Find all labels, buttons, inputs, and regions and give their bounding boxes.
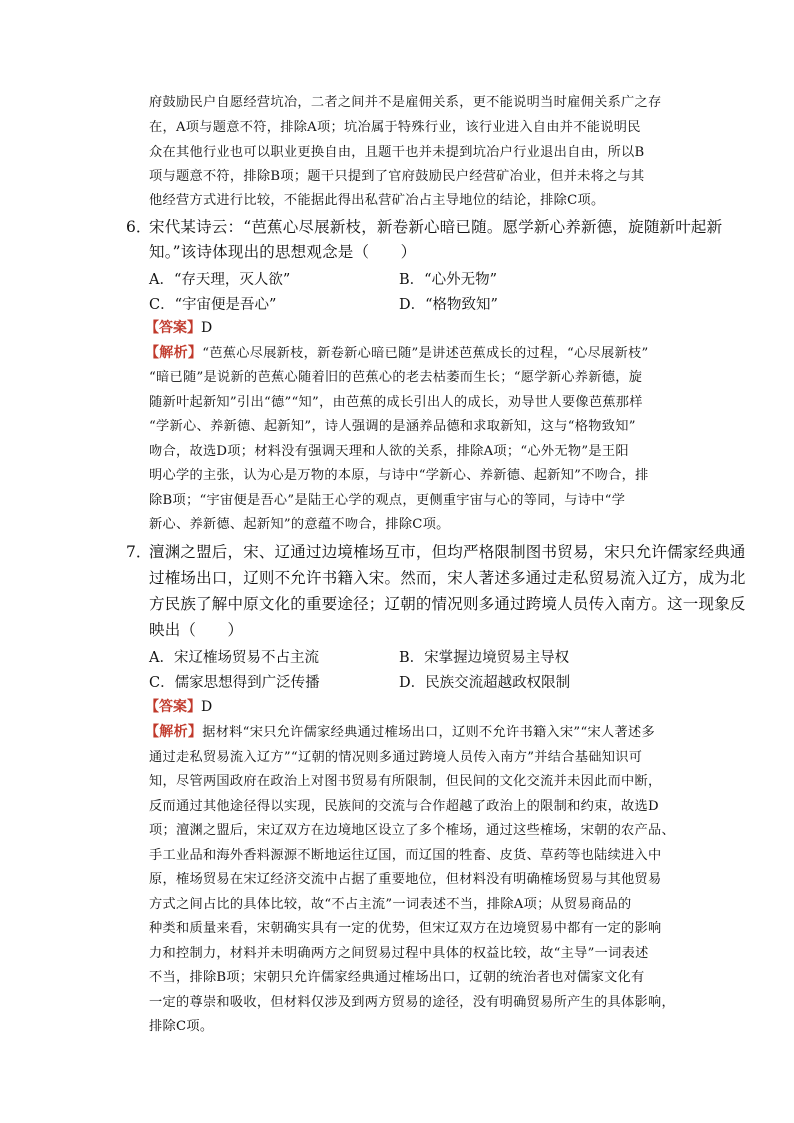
option-d: D．“格物致知” [399,297,498,313]
analysis-line: 力和控制力，材料并未明确两方之间贸易过程中具体的权益比较，故“主导”一词表述 [149,946,649,961]
option-c: C．“宇宙便是吾心” [149,297,277,313]
question-number: 6． [126,218,152,236]
analysis-line: 反而通过其他途径得以实现，民族间的交流与合作超越了政治上的限制和约束，故选D [149,799,659,814]
answer-value: D [201,320,213,336]
analysis-line: “学新心、养新德、起新知”，诗人强调的是涵养品德和求取新知，这与“格物致知” [149,419,636,434]
answer-value: D [201,699,213,715]
analysis-line: 种类和质量来看，宋朝确实具有一定的优势，但宋辽双方在边境贸易中都有一定的影响 [149,921,662,936]
question-stem: 过榷场出口，辽则不允许书籍入宋。然而，宋人著述多通过走私贸易流入辽方，成为北 [149,569,746,587]
question-stem: 映出（ ） [149,621,244,639]
analysis-line: 除B项；“宇宙便是吾心”是陆王心学的观点，更侧重宇宙与心的等同，与诗中“学 [149,493,626,508]
analysis-line: 吻合，故选D项；材料没有强调天理和人欲的关系，排除A项；“心外无物”是王阳 [149,444,629,459]
answer-tag: 【答案】 [145,320,201,336]
option-d: D．民族交流超越政权限制 [399,675,571,691]
analysis-line: 项与题意不符，排除B项；题干只提到了官府鼓励民户经营矿冶业，但并未将之与其 [149,169,645,184]
analysis-line: 知，尽管两国政府在政治上对图书贸易有所限制，但民间的文化交流并未因此而中断， [149,774,662,789]
analysis-line: 项；澶渊之盟后，宋辽双方在边境地区设立了多个榷场，通过这些榷场，宋朝的农产品、 [149,823,676,838]
analysis-line: 不当，排除B项；宋朝只允许儒家经典通过榷场出口，辽朝的统治者也对儒家文化有 [149,970,645,985]
analysis-line: 府鼓励民户自愿经营坑冶，二者之间并不是雇佣关系，更不能说明当时雇佣关系广之存 [149,95,662,110]
analysis-line: 在，A项与题意不符，排除A项；坑冶属于特殊行业，该行业进入自由并不能说明民 [149,120,641,135]
analysis-line: “暗已随”是说新的芭蕉心随着旧的芭蕉心的老去枯萎而生长；“愿学新心养新德，旋 [149,370,643,385]
analysis-line: 通过走私贸易流入辽方”“辽朝的情况则多通过跨境人员传入南方”并结合基础知识可 [149,750,643,765]
question-stem: 澶渊之盟后，宋、辽通过边境榷场互市，但均严格限制图书贸易，宋只允许儒家经典通 [149,543,746,561]
analysis-line: 排除C项。 [149,1019,214,1034]
analysis-line: 原，榷场贸易在宋辽经济交流中占据了重要地位，但材料没有明确榷场贸易与其他贸易 [149,872,662,887]
analysis-tag: 【解析】 [145,724,203,740]
question-stem: 宋代某诗云：“芭蕉心尽展新枝，新卷新心暗已随。愿学新心养新德，旋随新叶起新 [149,218,723,236]
analysis-line: 【解析】“芭蕉心尽展新枝，新卷新心暗已随”是讲述芭蕉成长的过程，“心尽展新枝” [145,345,649,361]
analysis-line: 【解析】据材料“宋只允许儒家经典通过榷场出口，辽则不允许书籍入宋”“宋人著述多 [145,724,655,740]
analysis-tag: 【解析】 [145,345,203,361]
option-b: B．“心外无物” [399,272,497,288]
question-number: 7． [126,543,152,561]
answer-tag: 【答案】 [145,699,201,715]
analysis-line: 明心学的主张，认为心是万物的本原，与诗中“学新心、养新德、起新知”不吻合，排 [149,468,649,483]
analysis-line: 他经营方式进行比较，不能据此得出私营矿冶占主导地位的结论，排除C项。 [149,193,605,208]
option-a: A．“存天理，灭人欲” [149,272,291,288]
analysis-line: 随新叶起新知”引出“德”“知”，由芭蕉的成长引出人的成长，劝导世人要像芭蕉那样 [149,395,643,410]
analysis-line: 众在其他行业也可以职业更换自由，且题干也并未提到坑冶户行业退出自由，所以B [149,145,645,160]
question-stem: 知。”该诗体现出的思想观念是（ ） [149,243,417,261]
answer-row [145,696,212,716]
analysis-line: 方式之间占比的具体比较，故“不占主流”一词表述不当，排除A项；从贸易商品的 [149,897,632,912]
analysis-line: 手工业品和海外香料源源不断地运往辽国，而辽国的牲畜、皮货、草药等也陆续进入中 [149,848,662,863]
option-b: B．宋掌握边境贸易主导权 [399,650,570,666]
analysis-line: 新心、养新德、起新知”的意蕴不吻合，排除C项。 [149,517,450,532]
question-stem: 方民族了解中原文化的重要途径；辽朝的情况则多通过跨境人员传入南方。这一现象反 [149,595,746,613]
option-c: C．儒家思想得到广泛传播 [149,675,320,691]
answer-row [145,317,212,337]
analysis-line: 一定的尊崇和吸收，但材料仅涉及到两方贸易的途径，没有明确贸易所产生的具体影响， [149,995,676,1010]
option-a: A．宋辽榷场贸易不占主流 [149,650,319,666]
